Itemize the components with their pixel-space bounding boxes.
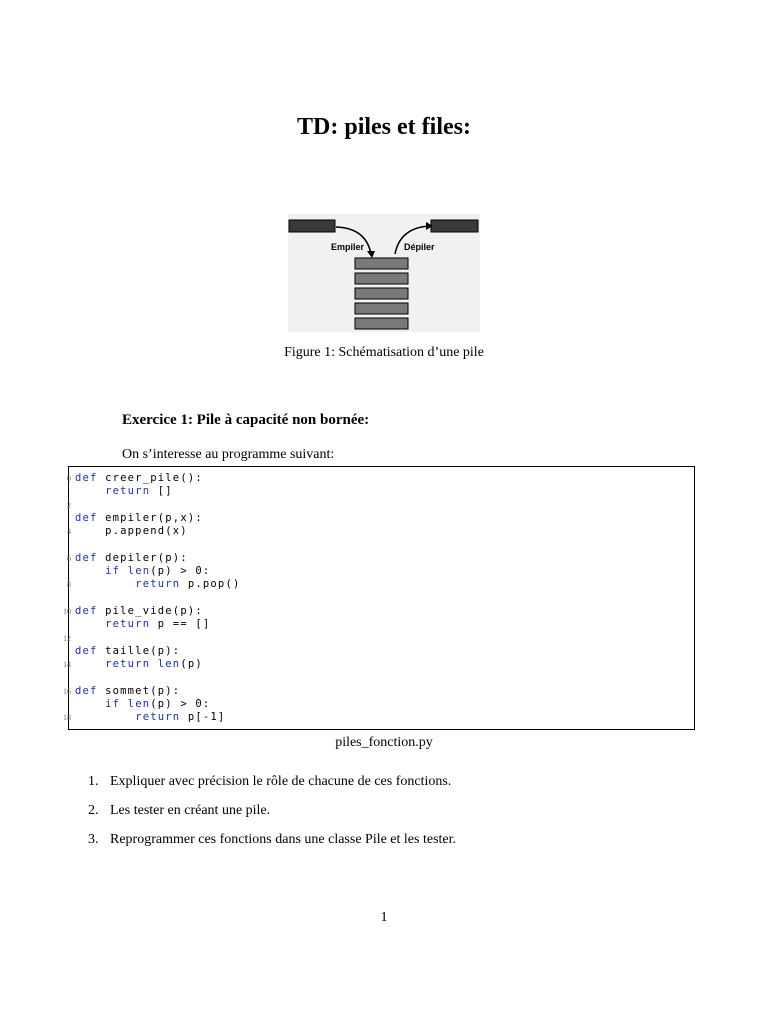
code-text (75, 578, 135, 590)
question-number: 3. (88, 832, 99, 847)
code-line (75, 698, 241, 711)
code-line (63, 632, 241, 645)
code-keyword: len (127, 698, 151, 711)
code-line (75, 645, 241, 658)
code-filename: piles_fonction.py (335, 735, 433, 750)
code-line (67, 578, 241, 591)
code-keyword: def (75, 511, 98, 524)
code-text (150, 658, 158, 670)
stack-block (355, 258, 408, 269)
code-text: taille(p): (97, 644, 181, 657)
code-line (67, 551, 241, 565)
code-text (75, 485, 105, 497)
code-keyword: if (105, 565, 121, 578)
code-text: (p) > 0: (150, 698, 211, 711)
push-arrowhead-icon (367, 251, 375, 258)
code-text: depiler(p): (97, 551, 188, 564)
code-text (75, 565, 105, 577)
code-keyword: len (127, 565, 151, 578)
pop-element-block (431, 220, 478, 232)
code-text (75, 698, 105, 710)
stack-block (355, 288, 408, 299)
code-keyword: return (105, 658, 151, 671)
document-title: TD: piles et files: (297, 114, 471, 140)
code-text (120, 565, 128, 577)
line-number: 8 (67, 580, 71, 590)
code-keyword: return (135, 578, 181, 591)
exercise-heading: Exercice 1: Pile à capacité non bornée: (122, 412, 370, 428)
code-text (75, 618, 105, 630)
code-keyword: len (157, 658, 181, 671)
stack-block (355, 273, 408, 284)
code-line (75, 538, 241, 551)
code-keyword: def (75, 604, 98, 617)
line-number: 18 (63, 713, 71, 723)
line-number: 12 (63, 633, 71, 643)
code-keyword: def (75, 684, 98, 697)
code-line (63, 604, 241, 618)
code-keyword: def (75, 644, 98, 657)
stack-block (355, 318, 408, 329)
code-line (75, 485, 241, 498)
code-text: (p) > 0: (150, 565, 211, 578)
code-text: pile_vide(p): (97, 604, 203, 617)
exercise-intro: On s’interesse au programme suivant: (122, 447, 335, 462)
code-line (63, 658, 241, 671)
line-number: 6 (67, 553, 71, 563)
push-label: Empiler (331, 242, 365, 252)
code-text: p.pop() (180, 578, 241, 591)
code-text: [] (150, 485, 173, 498)
code-lines (63, 472, 241, 725)
code-listing (63, 466, 695, 730)
code-keyword: def (75, 551, 98, 564)
line-number: 4 (67, 527, 71, 537)
code-line (67, 499, 241, 512)
figure-caption: Figure 1: Schématisation d’une pile (284, 345, 484, 360)
code-line (75, 592, 241, 605)
code-keyword: return (105, 485, 151, 498)
code-text: p[-1] (180, 711, 226, 724)
line-number: 2 (67, 500, 71, 510)
code-keyword: def (75, 472, 98, 484)
line-number: 16 (63, 686, 71, 696)
code-line (75, 618, 241, 631)
code-line (67, 472, 241, 485)
question-item (88, 774, 456, 803)
code-text: (p) (180, 658, 203, 671)
code-text: p == [] (150, 618, 211, 631)
stack-diagram (288, 214, 480, 332)
stack-block (355, 303, 408, 314)
code-text (75, 658, 105, 670)
code-line (63, 684, 241, 698)
line-number: 14 (63, 660, 71, 670)
code-text (75, 711, 135, 723)
question-text: Reprogrammer ces fonctions dans une classe Pile et les tester. (110, 832, 457, 847)
pop-label: Dépiler (404, 242, 435, 252)
line-number: 0 (67, 474, 71, 483)
question-text: Expliquer avec précision le rôle de chacune de ces fonctions. (110, 774, 452, 789)
code-keyword: if (105, 698, 121, 711)
question-list (88, 774, 456, 861)
stack-figure (288, 214, 480, 332)
question-item (88, 832, 456, 861)
code-keyword: return (105, 618, 151, 631)
code-keyword: return (135, 711, 181, 724)
code-text: p.append(x) (75, 525, 188, 538)
question-item (88, 803, 456, 832)
page-number: 1 (380, 910, 388, 925)
code-line (63, 711, 241, 724)
question-number: 1. (88, 774, 99, 789)
line-number: 10 (63, 606, 71, 616)
code-line (67, 525, 241, 538)
code-text: sommet(p): (97, 684, 181, 697)
code-text: creer_pile(): (97, 472, 203, 484)
code-line (75, 565, 241, 578)
push-element-block (289, 220, 335, 232)
code-line (75, 512, 241, 525)
question-text: Les tester en créant une pile. (110, 803, 271, 818)
code-text (120, 698, 128, 710)
code-text: empiler(p,x): (97, 511, 203, 524)
code-line (75, 671, 241, 684)
question-number: 2. (88, 803, 99, 818)
